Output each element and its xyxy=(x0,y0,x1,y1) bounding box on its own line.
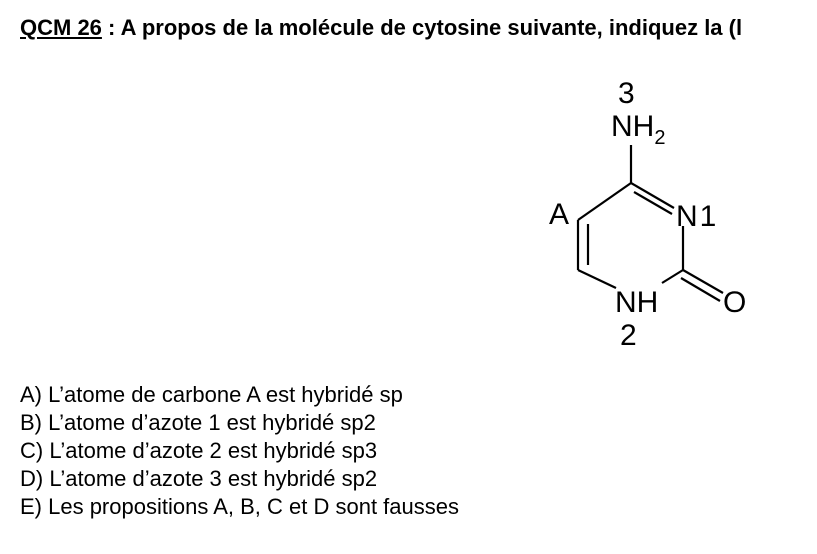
bond-c5-c4 xyxy=(578,183,631,220)
oxygen-atom: O xyxy=(723,286,747,319)
question-separator: : xyxy=(101,15,121,40)
option-a[interactable]: A) L’atome de carbone A est hybridé sp xyxy=(20,382,403,407)
question-prompt: A propos de la molécule de cytosine suivante, indiquez la (l xyxy=(120,15,743,40)
bond-c2-nh xyxy=(662,270,683,283)
ring-nitrogen-number: 1 xyxy=(699,200,717,233)
bond-c4-n1 xyxy=(631,183,674,208)
answer-options xyxy=(20,381,459,521)
bond-c2-oxygen-double xyxy=(681,278,720,301)
amine-number: 3 xyxy=(618,77,635,110)
option-b[interactable]: B) L’atome d’azote 1 est hybridé sp2 xyxy=(20,410,376,435)
option-d[interactable]: D) L’atome d’azote 3 est hybridé sp2 xyxy=(20,466,378,491)
amine-group: $NH_2$ xyxy=(611,110,666,149)
ring-nitrogen: N1 xyxy=(676,200,717,233)
question-number: QCM 26 xyxy=(20,15,102,40)
atom-labels xyxy=(549,77,746,352)
bond-nh-c6 xyxy=(578,270,616,288)
carbon-a-label: A xyxy=(549,198,570,231)
ring-nh: NH xyxy=(615,286,659,319)
amine-subscript: 2 xyxy=(654,127,666,149)
option-e[interactable]: E) Les propositions A, B, C et D sont fausses xyxy=(20,494,459,519)
option-c[interactable]: C) L’atome d’azote 2 est hybridé sp3 xyxy=(20,438,378,463)
ring-nh-number: 2 xyxy=(620,319,637,352)
